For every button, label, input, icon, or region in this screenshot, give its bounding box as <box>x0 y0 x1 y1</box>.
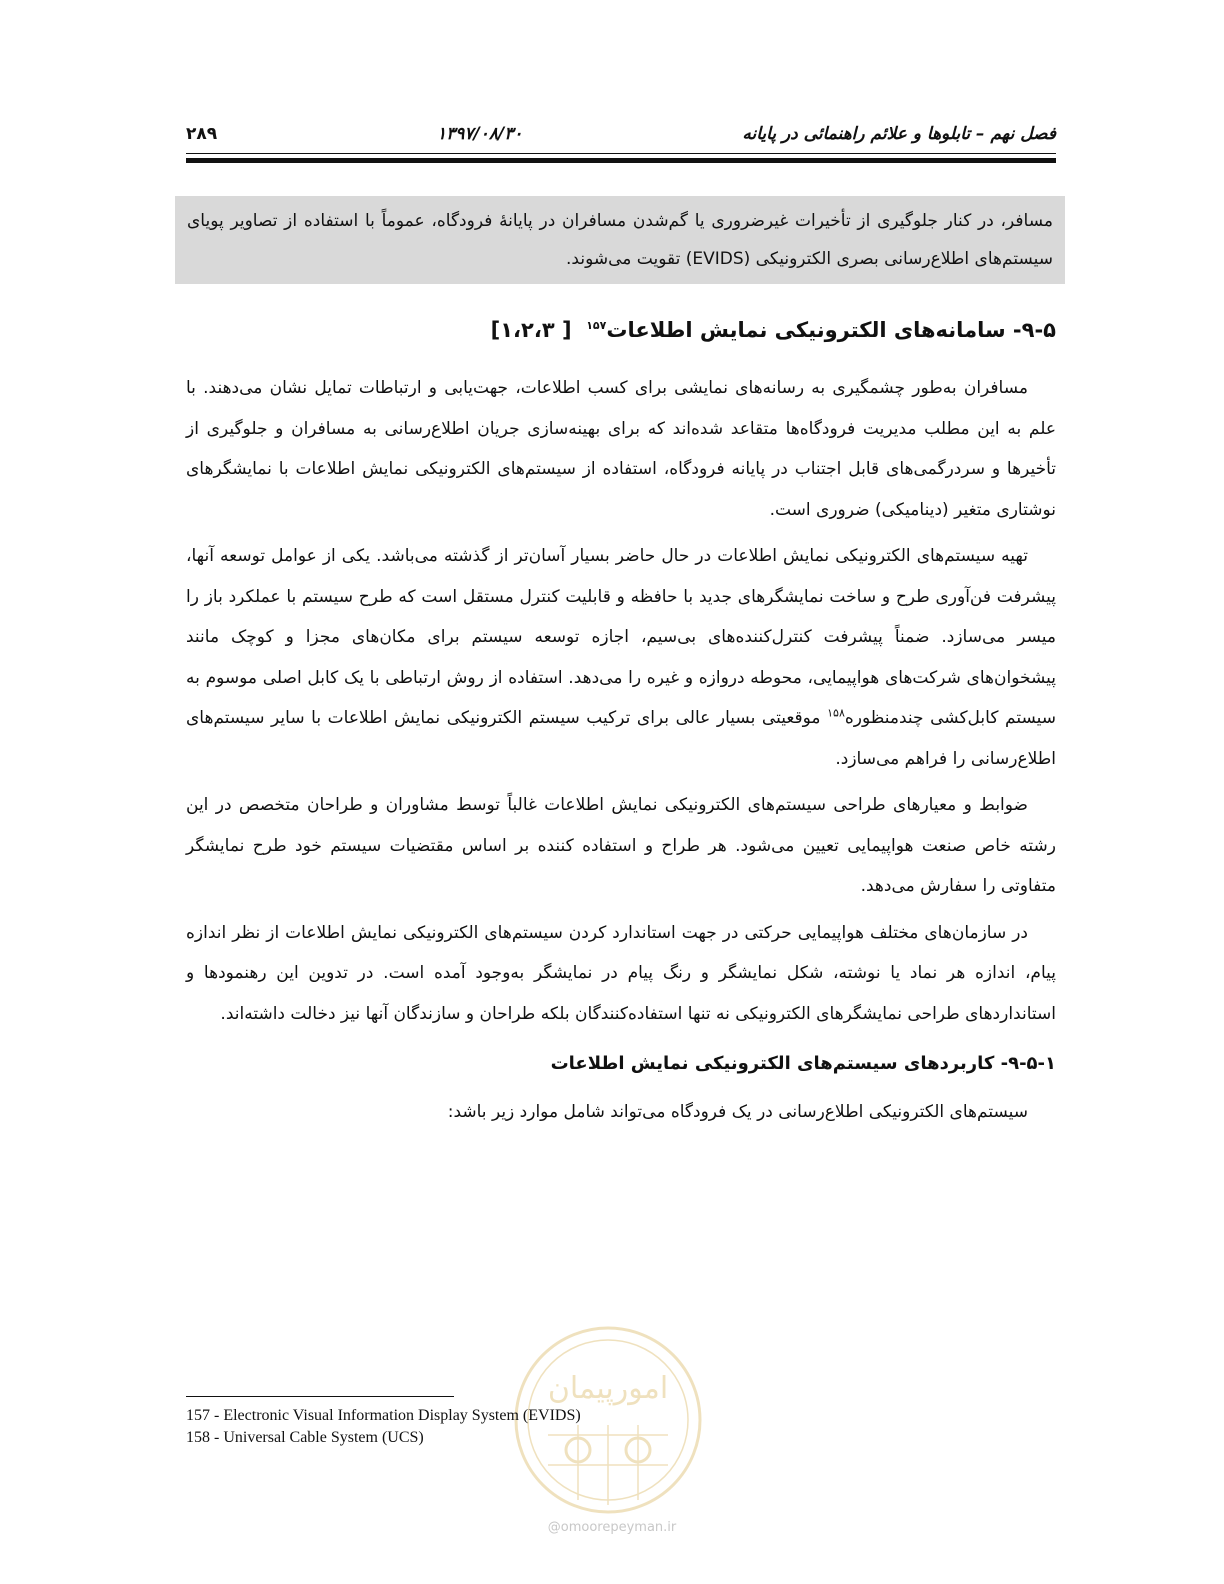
footnote-157: 157 - Electronic Visual Information Display System (EVIDS) <box>186 1407 581 1424</box>
header-rule-thick <box>186 158 1056 163</box>
page-header <box>186 118 1056 150</box>
page-number: ۲۸۹ <box>186 124 218 144</box>
paragraph-4: در سازمان‌های مختلف هواپیمایی حرکتی در جهت استاندارد کردن سیستم‌های الکترونیکی نمایش اطلاعات از نظر اندازه پیام، اندازه هر نماد یا نوشته، شکل نمایشگر و رنگ پیام در نمایشگر به‌وجود آمده است. در تدوین این رهنمودها و استانداردهای طراحی نمایشگرهای الکترونیکی نه تنها استفاده‌کنندگان بلکه طراحان و سازندگان آنها نیز دخالت داشته‌اند. <box>186 922 1056 1024</box>
footnote-ref-158[interactable]: ۱۵۸ <box>827 706 845 720</box>
intro-highlight-box <box>175 196 1065 284</box>
header-date: ۱۳۹۷/۰۸/۳۰ <box>437 124 523 144</box>
footnote-ref-157[interactable]: ۱۵۷ <box>586 319 607 332</box>
section-title: ۹-۵- سامانه‌های الکترونیکی نمایش اطلاعات <box>606 318 1056 342</box>
watermark-logo-text: امورپیمان <box>547 1371 669 1406</box>
watermark-url: @omoorepeyman.ir <box>547 1520 677 1535</box>
paragraph-2-part-a: تهیه سیستم‌های الکترونیکی نمایش اطلاعات در حال حاضر بسیار آسان‌تر از گذشته می‌باشد. یکی از عوامل توسعه آنها، پیشرفت فن‌آوری طرح و ساخت نمایشگرهای جدید با حافظه و قابلیت کنترل مستقل است که طرح سیستم با عملکرد باز را میسر می‌سازد. ضمناً پیشرفت کنترل‌کننده‌های بی‌سیم، اجازه توسعه سیستم برای مکان‌های مجزا و کوچک مانند پیشخوان‌های شرکت‌های هواپیمایی، محوطه دروازه و غیره را می‌دهد. استفاده از روش ارتباطی با یک کابل اصلی موسوم به سیستم کابل‌کشی چندمنظوره <box>186 546 1056 728</box>
paragraph-2-part-b: موقعیتی بسیار عالی برای ترکیب سیستم الکترونیکی نمایش اطلاعات با سایر سیستم‌های اطلاع‌رسانی را فراهم می‌سازد. <box>186 708 1056 769</box>
subsection-heading: ۹-۵-۱- کاربردهای سیستم‌های الکترونیکی نمایش اطلاعات <box>550 1053 1056 1074</box>
footnote-158: 158 - Universal Cable System (UCS) <box>186 1429 424 1446</box>
footnotes <box>186 1405 786 1449</box>
paragraph-3: ضوابط و معیارهای طراحی سیستم‌های الکترونیکی نمایش اطلاعات غالباً توسط مشاوران و طراحان متخصص در این رشته خاص صنعت هواپیمایی تعیین می‌شود. هر طراح و استفاده کننده بر اساس مقتضیات سیستم خود طرح نمایشگر متفاوتی را سفارش می‌دهد. <box>186 795 1056 896</box>
paragraph-1: مسافران به‌طور چشمگیری به رسانه‌های نمایشی برای کسب اطلاعات، جهت‌یابی و ارتباطات تمایل نشان می‌دهند. با علم به این مطلب مدیریت فرودگاه‌ها متقاعد شده‌اند که برای بهینه‌سازی جریان اطلاع‌رسانی به مسافران و جلوگیری از تأخیرها و سردرگمی‌های قابل اجتناب در پایانه فرودگاه، استفاده از سیستم‌های الکترونیکی نمایش اطلاعات با نمایشگرهای نوشتاری متغیر (دینامیکی) ضروری است. <box>186 378 1056 520</box>
header-rule-thin <box>186 153 1056 154</box>
main-content <box>186 310 1056 1139</box>
chapter-title: فصل نهم – تابلوها و علائم راهنمائی در پایانه <box>742 124 1056 144</box>
section-references: [ ۱،۲،۳] <box>490 318 572 342</box>
footnote-rule <box>186 1396 454 1397</box>
paragraph-2 <box>186 536 1056 779</box>
intro-text: مسافر، در کنار جلوگیری از تأخیرات غیرضروری یا گم‌شدن مسافران در پایانهٔ فرودگاه، عموماً با استفاده از تصاویر پویای سیستم‌های اطلاع‌رسانی بصری الکترونیکی (EVIDS) تقویت می‌شوند. <box>187 211 1053 269</box>
subsection-paragraph: سیستم‌های الکترونیکی اطلاع‌رسانی در یک فرودگاه می‌تواند شامل موارد زیر باشد: <box>447 1102 1028 1122</box>
section-heading <box>186 310 1056 350</box>
